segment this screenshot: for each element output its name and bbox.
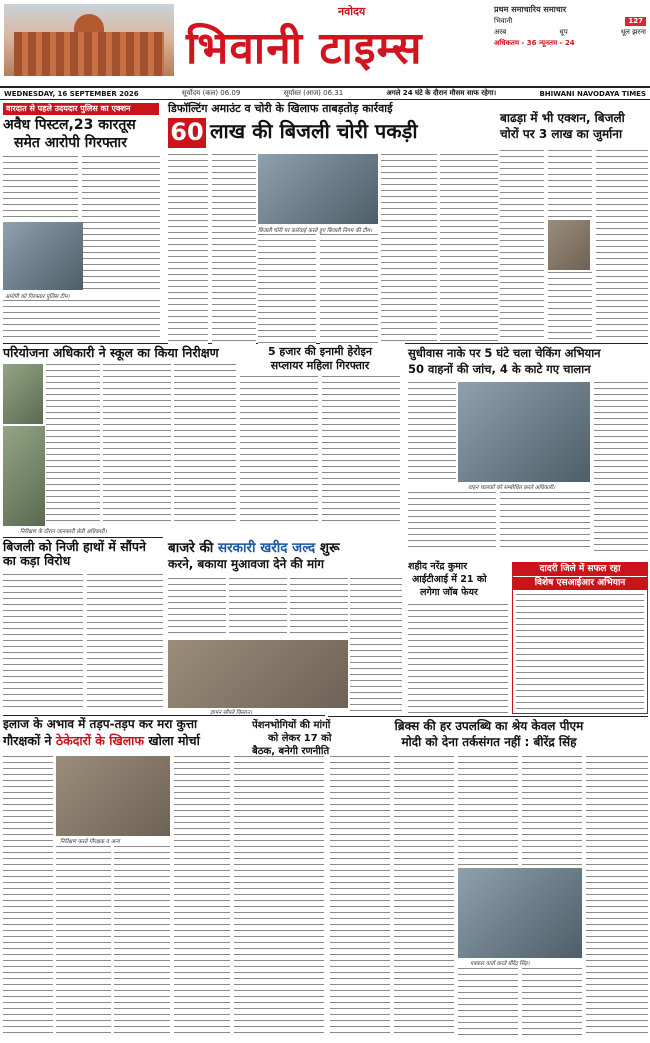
right-body-j	[516, 594, 644, 710]
center-headline-2: 5 हजार की इनामी हेरोइन	[267, 345, 373, 358]
divider	[328, 716, 648, 717]
right-body-b	[548, 150, 592, 218]
newspaper-title: भिवानी टाइम्स	[186, 23, 423, 74]
center-body-c	[258, 234, 316, 344]
right-body-q	[522, 968, 582, 1036]
right-body-d	[596, 150, 648, 340]
center-caption-1: बिजली चोरी पर कार्रवाई करते हुए बिजली निगम की टीम।	[258, 228, 373, 234]
center-kicker: डिफॉल्टिंग अमाउंट व चोरी के खिलाफ ताबड़तोड़ कार्रवाई	[168, 102, 393, 115]
right-body-i	[408, 604, 508, 716]
col1-photo-3	[56, 756, 170, 836]
landmark-dome	[74, 14, 104, 32]
col1-headline-6a: गौरक्षकों ने	[3, 733, 56, 748]
right-headline-2b: 50 वाहनों की जांच, 4 के काटे गए चालान	[408, 362, 591, 376]
col1-body-b	[82, 156, 160, 290]
center-caption-2: ज्ञापन सौंपते किसान।	[210, 710, 252, 716]
right-body-h	[500, 492, 590, 552]
center-body-g	[240, 376, 318, 526]
center-photo-1	[258, 154, 378, 224]
center-headline-4: पेंशनभोगियों की मांगों	[252, 720, 331, 731]
right-headline-2: सुधीवास नाके पर 5 घंटे चला चेकिंग अभियान	[408, 346, 601, 360]
right-headline-3c: लगेगा जॉब फेयर	[420, 587, 478, 598]
col1-body-e	[103, 364, 171, 524]
right-photo-3	[458, 868, 582, 958]
newspaper-title-block	[186, 4, 486, 76]
divider	[3, 537, 163, 538]
col1-headline-6c: खोला मोर्चा	[144, 733, 200, 748]
site-name: BHIWANI NAVODAYA TIMES	[539, 89, 646, 98]
sunset: सूर्यास्त (आज) 06.31	[283, 89, 344, 97]
date: WEDNESDAY, 16 SEPTEMBER 2026	[4, 89, 139, 98]
right-caption-2: पत्रकार वार्ता करते बीरेंद्र सिंह।	[470, 961, 530, 967]
center-body-h	[322, 376, 400, 526]
col1-caption-2: निरीक्षण के दौरान जानकारी लेती अधिकारी।	[20, 529, 107, 535]
weather-city: भिवानी	[494, 17, 513, 25]
center-big-number: 60	[168, 118, 206, 148]
col1-body-i	[3, 756, 53, 1036]
center-body-d	[320, 234, 378, 344]
center-body-f	[440, 154, 498, 344]
right-caption-1: वाहन चालकों को सम्बोधित करते अधिकारी।	[468, 485, 556, 491]
col1-body-f	[174, 364, 236, 524]
center-headline-3c: शुरू	[315, 540, 340, 556]
col1-headline-2: समेत आरोपी गिरफ्तार	[14, 135, 127, 151]
col1-body-l	[174, 756, 230, 1036]
center-body-a	[168, 154, 208, 344]
center-headline-3a: बाजरे की	[168, 540, 219, 556]
right-body-m	[458, 756, 518, 866]
center-body-e	[381, 154, 437, 344]
weather-w2: धूप	[559, 28, 568, 36]
right-banner: दादरी जिले में सफल रहा	[513, 563, 647, 576]
dateline-bar	[0, 86, 650, 100]
title-small-word: नवोदय	[338, 5, 366, 18]
sunrise: सूर्योदय (कल) 06.09	[181, 89, 241, 97]
right-body-c	[548, 272, 592, 340]
col1-caption-3: निरीक्षण करते गौरक्षक व अन्य	[60, 839, 120, 845]
right-headline-1: बाढड़ा में भी एक्शन, बिजली	[500, 111, 625, 125]
right-photo-2	[458, 382, 590, 482]
right-headline-1b: चोरों पर 3 लाख का जुर्माना	[500, 127, 623, 141]
center-headline-3	[168, 541, 398, 557]
right-banner-2: विशेष एसआईआर अभियान	[513, 577, 647, 590]
center-headline-4b: को लेकर 17 को	[268, 733, 332, 744]
right-body-k	[330, 756, 390, 1036]
col1-photo	[3, 222, 83, 290]
center-headline-1: लाख की बिजली चोरी पकड़ी	[210, 119, 418, 143]
right-headline-3: शहीद नरेंद्र कुमार	[408, 561, 468, 572]
right-photo-1	[548, 220, 590, 270]
weather-w1: अरब	[494, 28, 507, 36]
right-body-l	[394, 756, 454, 1036]
center-body-k	[290, 578, 348, 638]
col1-body-d	[46, 364, 100, 524]
right-headline-4: ब्रिक्स की हर उपलब्धि का श्रेय केवल पीएम	[394, 719, 584, 733]
col1-headline-4: बिजली को निजी हाथों में सौंपने का कड़ा विरोध	[3, 539, 146, 569]
divider	[3, 715, 325, 716]
city-landmark-photo	[4, 4, 174, 76]
col1-caption-1: आरोपी को गिरफ्तार पुलिस टीम।	[5, 294, 70, 300]
col1-body-j	[56, 846, 111, 1036]
col1-body-k	[114, 846, 170, 1036]
center-photo-2	[168, 640, 348, 708]
center-body-i	[168, 578, 226, 638]
weather-badge: 127	[625, 17, 646, 26]
ticker: अगले 24 घंटे के दौरान मौसम साफ रहेगा।	[386, 89, 497, 97]
right-body-n	[522, 756, 582, 866]
weather-w3: धूल झरना	[620, 28, 646, 36]
col1-body-h	[87, 574, 163, 712]
col1-headline-1: अवैध पिस्टल,23 कारतूस	[3, 117, 136, 133]
weather-box	[494, 4, 646, 76]
right-body-a	[500, 150, 544, 340]
weather-title: प्रथम समाचारिय समाचार	[494, 5, 567, 14]
center-body-b	[212, 154, 256, 344]
center-headline-3d: करने, बकाया मुआवजा देने की मांग	[168, 557, 324, 571]
col1-kicker: वारदात से पहले उदयदार पुलिस का एक्शन	[3, 103, 159, 115]
center-body-l	[350, 578, 402, 713]
center-headline-3b: सरकारी खरीद जल्द	[218, 540, 316, 556]
right-headline-3b: आईटीआई में 21 को	[412, 574, 487, 585]
weather-temps: अधिकतम - 36 न्यूनतम - 24	[494, 39, 575, 47]
right-body-e	[408, 382, 456, 482]
right-body-p	[458, 968, 518, 1036]
right-body-f	[594, 382, 648, 552]
right-body-g	[408, 492, 496, 552]
col1-photo-2a	[3, 364, 43, 424]
divider	[405, 343, 648, 344]
col1-body-m	[234, 756, 324, 1036]
col1-headline-6b: ठेकेदारों के खिलाफ	[55, 733, 145, 748]
col1-photo-2b	[3, 426, 45, 526]
col1-body-c	[3, 300, 160, 340]
center-headline-2b: सप्लायर महिला गिरफ्तार	[270, 359, 370, 372]
col1-headline-5: इलाज के अभाव में तड़प-तड़प कर मरा कुत्ता	[3, 717, 198, 731]
right-headline-4b: मोदी को देना तर्कसंगत नहीं : बीरेंद्र सिंह	[401, 735, 577, 749]
col1-body-g	[3, 574, 83, 712]
masthead	[0, 0, 650, 86]
center-body-j	[229, 578, 287, 638]
landmark-building	[14, 32, 164, 76]
right-body-o	[586, 756, 648, 1036]
center-headline-4c: बैठक, बनेगी रणनीति	[252, 746, 330, 757]
col1-headline-3: परियोजना अधिकारी ने स्कूल का किया निरीक्षण	[3, 345, 219, 360]
